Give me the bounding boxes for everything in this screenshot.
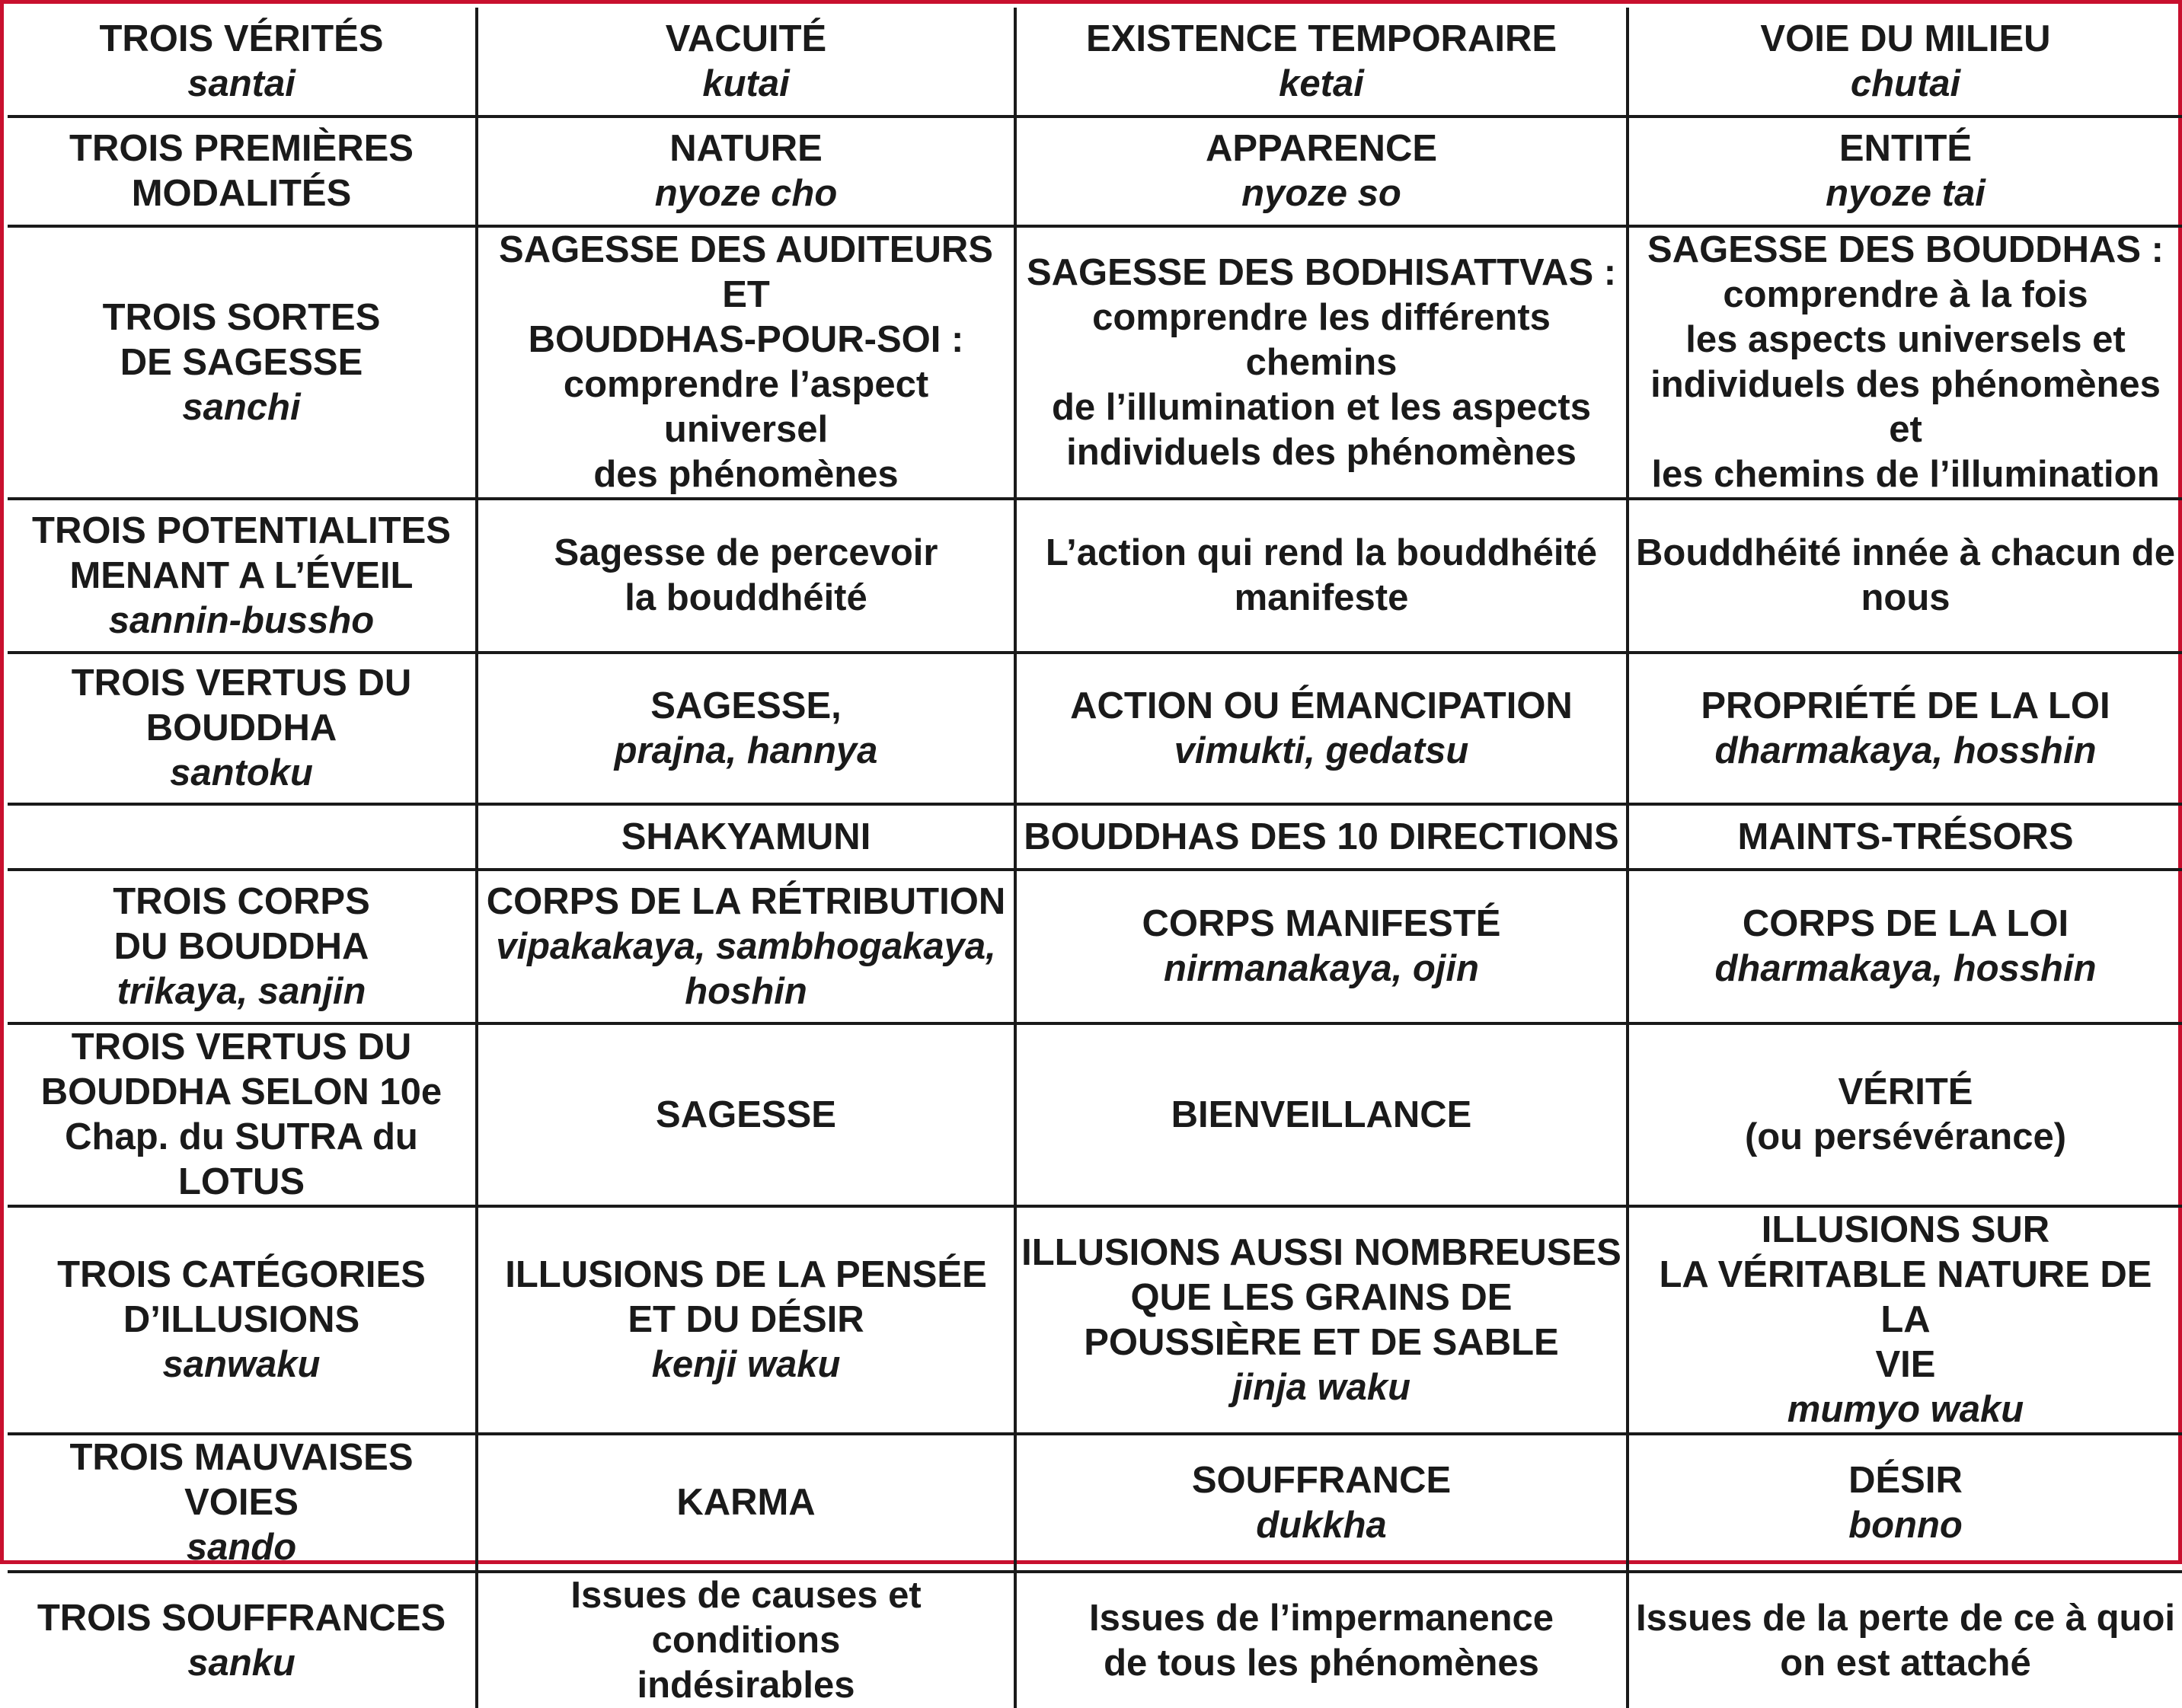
table-row-trois-corps [8, 870, 2182, 1023]
table-row-trois-vertus-selon-sutra [8, 1023, 2182, 1206]
table-cell: VACUITÉ kutai [477, 8, 1015, 117]
table-row-trois-souffrances [8, 1572, 2182, 1708]
table-row-trois-categories-illusions [8, 1206, 2182, 1434]
table-cell: BOUDDHAS DES 10 DIRECTIONS [1015, 804, 1628, 870]
table-cell: L’action qui rend la bouddhéité manifeste [1015, 499, 1628, 653]
table-cell: CORPS MANIFESTÉ nirmanakaya, ojin [1015, 870, 1628, 1023]
table-cell: KARMA [477, 1434, 1015, 1572]
row-label-empty [8, 804, 477, 870]
table-cell: CORPS DE LA LOI dharmakaya, hosshin [1628, 870, 2182, 1023]
table-cell: ILLUSIONS DE LA PENSÉE ET DU DÉSIR kenji waku [477, 1206, 1015, 1434]
table-cell: ILLUSIONS SUR LA VÉRITABLE NATURE DE LA VIE mumyo waku [1628, 1206, 2182, 1434]
row-label: TROIS VERTUS DU BOUDDHA santoku [8, 653, 477, 804]
table-cell: SAGESSE, prajna, hannya [477, 653, 1015, 804]
row-label: TROIS POTENTIALITES MENANT A L’ÉVEIL sannin-bussho [8, 499, 477, 653]
table-row-trois-premieres-modalites [8, 117, 2182, 226]
row-label: TROIS CORPS DU BOUDDHA trikaya, sanjin [8, 870, 477, 1023]
table-row-trois-sortes-de-sagesse [8, 226, 2182, 499]
table-cell: EXISTENCE TEMPORAIRE ketai [1015, 8, 1628, 117]
table-cell: Issues de la perte de ce à quoi on est attaché [1628, 1572, 2182, 1708]
row-label: TROIS VERTUS DU BOUDDHA SELON 10e Chap. du SUTRA du LOTUS [8, 1023, 477, 1206]
three-truths-table [8, 8, 2182, 1708]
table-cell: MAINTS-TRÉSORS [1628, 804, 2182, 870]
table-cell: ENTITÉ nyoze tai [1628, 117, 2182, 226]
table-cell: VÉRITÉ (ou persévérance) [1628, 1023, 2182, 1206]
table-cell: Bouddhéité innée à chacun de nous [1628, 499, 2182, 653]
table-cell: PROPRIÉTÉ DE LA LOI dharmakaya, hosshin [1628, 653, 2182, 804]
table-row-trois-vertus-du-bouddha [8, 653, 2182, 804]
table-row-trois-potentialites [8, 499, 2182, 653]
table-cell: VOIE DU MILIEU chutai [1628, 8, 2182, 117]
table-cell: DÉSIR bonno [1628, 1434, 2182, 1572]
row-label: TROIS MAUVAISES VOIES sando [8, 1434, 477, 1572]
table-cell: CORPS DE LA RÉTRIBUTION vipakakaya, sambhogakaya, hoshin [477, 870, 1015, 1023]
table-row-trois-mauvaises-voies [8, 1434, 2182, 1572]
table-cell: SHAKYAMUNI [477, 804, 1015, 870]
table-row-bouddhas [8, 804, 2182, 870]
table-cell: ILLUSIONS AUSSI NOMBREUSES QUE LES GRAINS DE POUSSIÈRE ET DE SABLE jinja waku [1015, 1206, 1628, 1434]
row-label: TROIS SOUFFRANCES sanku [8, 1572, 477, 1708]
table-cell: Sagesse de percevoir la bouddhéité [477, 499, 1015, 653]
table-cell: Issues de causes et conditions indésirables [477, 1572, 1015, 1708]
table-cell: SAGESSE DES BOUDDHAS : comprendre à la fois les aspects universels et individuels des phénomènes et les chemins de l’illumination [1628, 226, 2182, 499]
table-cell: SOUFFRANCE dukkha [1015, 1434, 1628, 1572]
table-cell: Issues de l’impermanence de tous les phénomènes [1015, 1572, 1628, 1708]
table-cell: ACTION OU ÉMANCIPATION vimukti, gedatsu [1015, 653, 1628, 804]
row-label: TROIS SORTES DE SAGESSE sanchi [8, 226, 477, 499]
table-cell: SAGESSE DES AUDITEURS ET BOUDDHAS-POUR-SOI : comprendre l’aspect universel des phénomènes [477, 226, 1015, 499]
table-cell: NATURE nyoze cho [477, 117, 1015, 226]
table-cell: BIENVEILLANCE [1015, 1023, 1628, 1206]
row-label: TROIS VÉRITÉS santai [8, 8, 477, 117]
table-cell: SAGESSE DES BODHISATTVAS : comprendre les différents chemins de l’illumination et les aspects individuels des phénomènes [1015, 226, 1628, 499]
row-label: TROIS CATÉGORIES D’ILLUSIONS sanwaku [8, 1206, 477, 1434]
table-cell: APPARENCE nyoze so [1015, 117, 1628, 226]
table-cell: SAGESSE [477, 1023, 1015, 1206]
row-label: TROIS PREMIÈRES MODALITÉS [8, 117, 477, 226]
table-row-trois-verites [8, 8, 2182, 117]
